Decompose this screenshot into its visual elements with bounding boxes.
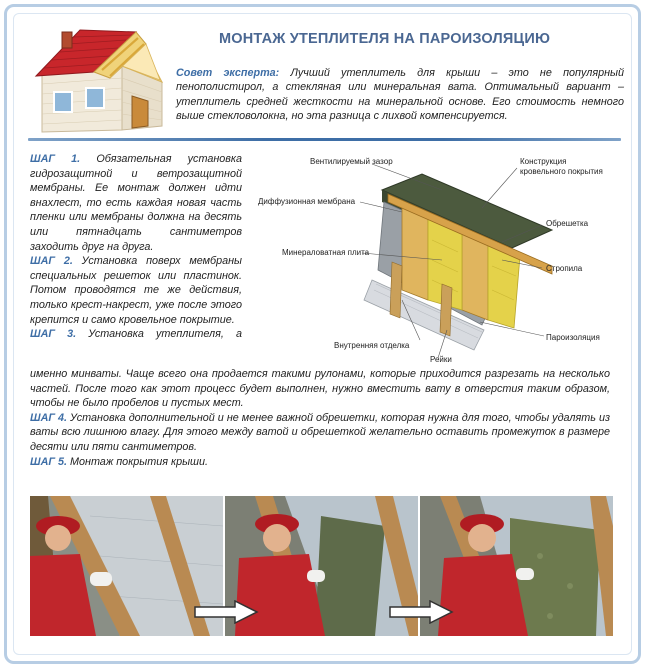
arrow-right-icon <box>388 600 454 624</box>
expert-tip <box>176 66 624 123</box>
label-inner-finishing: Внутренняя отделка <box>334 341 410 350</box>
expert-tip-label: Совет эксперта: <box>176 67 280 79</box>
step-label: ШАГ 2. <box>30 255 73 268</box>
steps-column <box>30 152 242 342</box>
label-roof-structure-1: Конструкция <box>520 157 567 166</box>
house-illustration <box>24 22 174 134</box>
expert-tip-text: Лучший утеплитель для крыши – это не популярный пенополистирол, а стекляная или минеральная вата. Оптимальный вариант – утеплитель средней жесткости на минеральной основе. Его стоимость немного выше стекловолокна, но эта разница с лихвой компенсируется. <box>176 67 624 122</box>
step-2 <box>30 254 242 327</box>
step-label: ШАГ 1. <box>30 153 81 165</box>
step-text: Обязательная установка гидрозащитной и ветрозащитной мембраны. Ее монтаж должен идти внахлест, то есть каждая новая часть пленки или мембраны должна на десять или пятнадцать сантиметров заходить друг на друга. <box>30 153 243 253</box>
label-vapor-barrier: Пароизоляция <box>546 333 600 342</box>
steps-full-width <box>30 367 610 469</box>
header <box>14 14 633 134</box>
step-label: ШАГ 3. <box>30 328 77 341</box>
label-mineral-wool: Минераловатная плита <box>282 248 370 257</box>
step-4 <box>30 411 610 455</box>
label-laths: Рейки <box>430 355 452 364</box>
label-vent-gap: Вентилируемый зазор <box>310 157 393 166</box>
step-1 <box>30 152 242 254</box>
arrow-right-icon <box>193 600 259 624</box>
step-label: ШАГ 5. <box>30 455 67 468</box>
label-roof-structure-2: кровельного покрытия <box>520 167 603 176</box>
label-diffusion-membrane: Диффузионная мембрана <box>258 197 356 206</box>
label-rafter: Стропила <box>546 264 583 273</box>
step-text: Монтаж покрытия крыши. <box>67 455 209 468</box>
section-divider <box>28 138 621 141</box>
step-text: Установка утеплителя, а <box>76 328 242 341</box>
step-text: именно минваты. Чаще всего она продается такими рулонами, которые приходится разрезать на несколько частей. После того как этот процесс будет выполнен, нужно вместить вату в отверстия таким образом, чтобы не было пробелов и пустых мест. <box>30 368 610 410</box>
step-3-continued <box>30 367 610 411</box>
photo-strip <box>30 496 612 636</box>
page-title: МОНТАЖ УТЕПЛИТЕЛЯ НА ПАРОИЗОЛЯЦИЮ <box>219 31 551 47</box>
label-batten: Обрешетка <box>546 219 589 228</box>
step-text: Установка поверх мембраны специальных решеток или пластинок. Потом проводятся те же действия, только крест-накрест, уже после этого крепится и само кровельное покрытие. <box>30 255 242 326</box>
roof-layers-diagram <box>252 150 617 365</box>
step-5 <box>30 455 610 470</box>
step-label: ШАГ 4. <box>30 411 68 424</box>
step-3 <box>30 327 242 342</box>
step-text: Установка дополнительной и не менее важной обрешетки, которая нужна для того, чтобы удалять из ваты всю лишнюю влагу. Для этого между ватой и обрешеткой желательно оставить промежуток в размере десяти или пяти сантиметров. <box>30 411 610 453</box>
